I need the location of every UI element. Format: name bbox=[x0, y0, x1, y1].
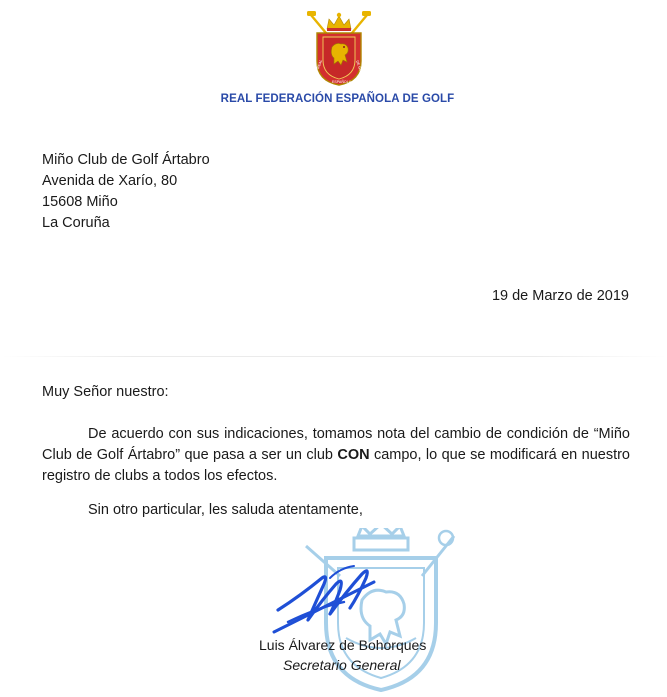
body-paragraph bbox=[42, 424, 630, 487]
body-text: De acuerdo con sus indicaciones, tomamos nota del cambio de condición de “Miño Club de Golf Ártabro” que pasa a ser un club bbox=[42, 426, 630, 463]
svg-text:REAL: REAL bbox=[316, 59, 324, 70]
recipient-line: Miño Club de Golf Ártabro bbox=[42, 152, 210, 168]
closing-line: Sin otro particular, les saluda atentamente, bbox=[88, 502, 363, 518]
body-emphasis: CON bbox=[337, 447, 370, 463]
signatory-name: Luis Álvarez de Bohorques bbox=[259, 637, 427, 653]
svg-text:ESPAÑOLA: ESPAÑOLA bbox=[332, 80, 352, 84]
recipient-line: Avenida de Xarío, 80 bbox=[42, 173, 178, 189]
organization-name: REAL FEDERACIÓN ESPAÑOLA DE GOLF bbox=[220, 93, 455, 105]
signature-icon bbox=[270, 548, 390, 648]
recipient-address bbox=[42, 150, 210, 234]
svg-text:DE GOLF: DE GOLF bbox=[355, 59, 365, 77]
rfeg-crest-icon bbox=[305, 9, 373, 87]
signatory-title: Secretario General bbox=[283, 657, 401, 673]
recipient-line: 15608 Miño bbox=[42, 194, 118, 210]
recipient-line: La Coruña bbox=[42, 215, 110, 231]
body-text: campo, lo que se modificará en nuestro registro de clubs a todos los efectos. bbox=[42, 447, 630, 484]
letter-date: 19 de Marzo de 2019 bbox=[491, 288, 629, 304]
salutation: Muy Señor nuestro: bbox=[42, 384, 169, 400]
divider bbox=[0, 356, 667, 357]
